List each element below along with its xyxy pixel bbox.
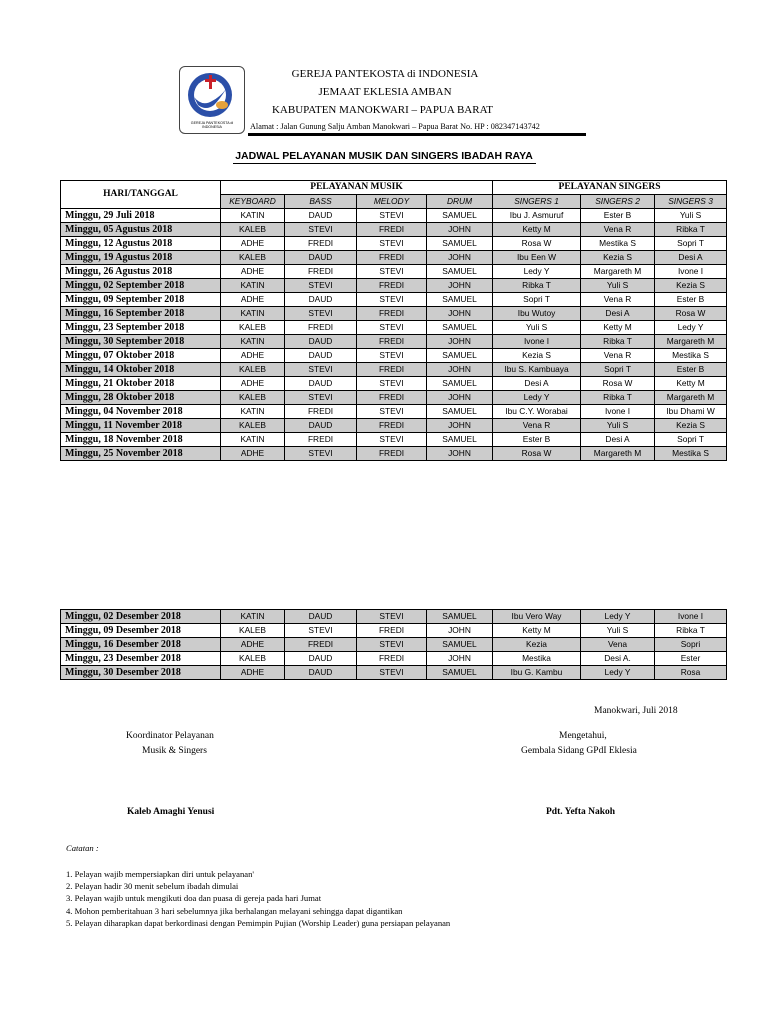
table-cell: Ledy Y — [581, 666, 655, 680]
table-cell: Ivone I — [655, 265, 727, 279]
table-cell: KATIN — [221, 209, 285, 223]
congregation-name: JEMAAT EKLESIA AMBAN — [318, 86, 452, 98]
table-cell: Kezia S — [493, 349, 581, 363]
table-cell: Kezia S — [655, 279, 727, 293]
notes-label: Catatan : — [66, 843, 99, 853]
table-cell: STEVI — [285, 363, 357, 377]
table-cell: STEVI — [285, 223, 357, 237]
table-cell: Ibu Wutoy — [493, 307, 581, 321]
table-cell: KATIN — [221, 610, 285, 624]
table-cell: FREDI — [357, 624, 427, 638]
table-row — [61, 335, 727, 349]
table-cell: Rosa W — [493, 447, 581, 461]
table-cell: FREDI — [285, 433, 357, 447]
table-cell: STEVI — [285, 447, 357, 461]
table-cell: SAMUEL — [427, 405, 493, 419]
table-row — [61, 321, 727, 335]
table-row — [61, 209, 727, 223]
table-cell: KATIN — [221, 405, 285, 419]
letterhead-divider — [248, 133, 586, 136]
table-cell: Ester B — [655, 293, 727, 307]
right-signatory-name: Pdt. Yefta Nakoh — [546, 807, 616, 817]
table-cell: KALEB — [221, 363, 285, 377]
table-cell: KALEB — [221, 223, 285, 237]
table-cell: Mestika S — [581, 237, 655, 251]
date-cell: Minggu, 30 September 2018 — [61, 335, 221, 349]
table-cell: KALEB — [221, 419, 285, 433]
table-cell: STEVI — [285, 307, 357, 321]
table-cell: Ketty M — [655, 377, 727, 391]
table-row — [61, 307, 727, 321]
table-cell: Sopri T — [581, 363, 655, 377]
table-cell: Kezia S — [581, 251, 655, 265]
table-cell: Mestika S — [655, 447, 727, 461]
table-cell: Ivone I — [493, 335, 581, 349]
date-cell: Minggu, 30 Desember 2018 — [61, 666, 221, 680]
left-signatory-name: Kaleb Amaghi Yenusi — [127, 807, 215, 817]
table-cell: STEVI — [357, 433, 427, 447]
table-cell: KALEB — [221, 624, 285, 638]
table-cell: JOHN — [427, 223, 493, 237]
table-cell: Desi A — [493, 377, 581, 391]
december-schedule-table — [60, 609, 727, 680]
table-cell: Rosa W — [655, 307, 727, 321]
table-cell: Ibu S. Kambuaya — [493, 363, 581, 377]
region-name: KABUPATEN MANOKWARI – PAPUA BARAT — [271, 104, 494, 116]
table-cell: Sopri T — [655, 237, 727, 251]
right-role-line-2: Gembala Sidang GPdI Eklesia — [521, 746, 637, 756]
note-item: 4. Mohon pemberitahuan 3 hari sebelumnya jika berhalangan melayani sehingga dapat digantikan — [66, 905, 403, 916]
date-cell: Minggu, 02 Desember 2018 — [61, 610, 221, 624]
table-cell: Ribka T — [581, 391, 655, 405]
table-row — [61, 666, 727, 680]
table-cell: FREDI — [357, 419, 427, 433]
table-cell: Ketty M — [493, 624, 581, 638]
date-cell: Minggu, 16 Desember 2018 — [61, 638, 221, 652]
col-singers-1: SINGERS 1 — [493, 195, 581, 209]
table-cell: ADHE — [221, 349, 285, 363]
table-cell: Sopri T — [655, 433, 727, 447]
table-cell: Vena R — [581, 223, 655, 237]
table-cell: FREDI — [357, 447, 427, 461]
table-row — [61, 377, 727, 391]
table-cell: Ibu C.Y. Worabai — [493, 405, 581, 419]
table-cell: JOHN — [427, 447, 493, 461]
table-cell: STEVI — [357, 293, 427, 307]
table-cell: Rosa W — [581, 377, 655, 391]
table-row — [61, 447, 727, 461]
table-cell: STEVI — [357, 610, 427, 624]
left-role-line-1: Koordinator Pelayanan — [126, 731, 214, 741]
table-cell: Desi A — [581, 307, 655, 321]
table-cell: ADHE — [221, 638, 285, 652]
schedule-table — [60, 180, 727, 461]
table-row — [61, 223, 727, 237]
table-cell: Desi A — [581, 433, 655, 447]
table-cell: Yuli S — [655, 209, 727, 223]
title-underline — [233, 163, 536, 164]
table-cell: JOHN — [427, 363, 493, 377]
table-cell: SAMUEL — [427, 265, 493, 279]
col-keyboard: KEYBOARD — [221, 195, 285, 209]
table-cell: Mestika — [493, 652, 581, 666]
table-row — [61, 610, 727, 624]
table-cell: Ledy Y — [655, 321, 727, 335]
table-cell: JOHN — [427, 279, 493, 293]
logo-caption: GEREJA PANTEKOSTA di INDONESIA — [190, 121, 234, 129]
table-cell: JOHN — [427, 335, 493, 349]
table-cell: Vena R — [581, 293, 655, 307]
table-cell: STEVI — [357, 666, 427, 680]
table-cell: Ribka T — [581, 335, 655, 349]
date-cell: Minggu, 18 November 2018 — [61, 433, 221, 447]
table-cell: SAMUEL — [427, 666, 493, 680]
table-cell: SAMUEL — [427, 377, 493, 391]
table-cell: FREDI — [357, 363, 427, 377]
table-row — [61, 433, 727, 447]
right-role-line-1: Mengetahui, — [559, 731, 607, 741]
table-cell: FREDI — [357, 391, 427, 405]
table-cell: Yuli S — [493, 321, 581, 335]
table-cell: DAUD — [285, 610, 357, 624]
table-cell: DAUD — [285, 293, 357, 307]
table-row — [61, 405, 727, 419]
col-singers-3: SINGERS 3 — [655, 195, 727, 209]
date-cell: Minggu, 09 Desember 2018 — [61, 624, 221, 638]
date-cell: Minggu, 21 Oktober 2018 — [61, 377, 221, 391]
date-cell: Minggu, 25 November 2018 — [61, 447, 221, 461]
table-cell: Ester — [655, 652, 727, 666]
date-cell: Minggu, 28 Oktober 2018 — [61, 391, 221, 405]
table-cell: Kezia — [493, 638, 581, 652]
date-cell: Minggu, 04 November 2018 — [61, 405, 221, 419]
table-cell: DAUD — [285, 666, 357, 680]
table-cell: KATIN — [221, 279, 285, 293]
table-cell: FREDI — [285, 638, 357, 652]
table-cell: STEVI — [357, 237, 427, 251]
table-cell: Ibu G. Kambu — [493, 666, 581, 680]
table-cell: KALEB — [221, 391, 285, 405]
col-singers-2: SINGERS 2 — [581, 195, 655, 209]
table-cell: STEVI — [285, 279, 357, 293]
table-row — [61, 624, 727, 638]
note-item: 5. Pelayan diharapkan dapat berkordinasi dengan Pemimpin Pujian (Worship Leader) guna persiapan pelayanan — [66, 917, 451, 928]
table-cell: STEVI — [357, 349, 427, 363]
table-cell: KATIN — [221, 307, 285, 321]
table-cell: STEVI — [285, 391, 357, 405]
table-cell: ADHE — [221, 293, 285, 307]
table-cell: Vena R — [493, 419, 581, 433]
table-cell: SAMUEL — [427, 638, 493, 652]
table-cell: FREDI — [357, 223, 427, 237]
note-item: 3. Pelayan wajib untuk mengikuti doa dan puasa di gereja pada hari Jumat — [66, 893, 322, 904]
table-cell: Rosa — [655, 666, 727, 680]
table-cell: Ledy Y — [493, 391, 581, 405]
table-cell: Ketty M — [581, 321, 655, 335]
table-cell: ADHE — [221, 447, 285, 461]
col-hari-tanggal: HARI/TANGGAL — [61, 181, 221, 209]
table-cell: ADHE — [221, 265, 285, 279]
table-cell: FREDI — [357, 335, 427, 349]
table-cell: Sopri — [655, 638, 727, 652]
table-cell: DAUD — [285, 251, 357, 265]
date-cell: Minggu, 09 September 2018 — [61, 293, 221, 307]
note-item: 2. Pelayan hadir 30 menit sebelum ibadah dimulai — [66, 881, 239, 892]
table-row — [61, 279, 727, 293]
table-row — [61, 237, 727, 251]
table-cell: DAUD — [285, 335, 357, 349]
table-cell: KALEB — [221, 652, 285, 666]
table-cell: DAUD — [285, 419, 357, 433]
table-row — [61, 251, 727, 265]
page-title: JADWAL PELAYANAN MUSIK DAN SINGERS IBADAH RAYA — [235, 150, 533, 162]
table-cell: SAMUEL — [427, 321, 493, 335]
table-cell: SAMUEL — [427, 209, 493, 223]
table-cell: FREDI — [357, 307, 427, 321]
table-cell: DAUD — [285, 209, 357, 223]
col-drum: DRUM — [427, 195, 493, 209]
table-cell: Margareth M — [655, 391, 727, 405]
table-cell: JOHN — [427, 307, 493, 321]
table-row — [61, 391, 727, 405]
date-cell: Minggu, 07 Oktober 2018 — [61, 349, 221, 363]
date-cell: Minggu, 12 Agustus 2018 — [61, 237, 221, 251]
date-cell: Minggu, 29 Juli 2018 — [61, 209, 221, 223]
left-role-line-2: Musik & Singers — [142, 746, 207, 756]
date-cell: Minggu, 02 September 2018 — [61, 279, 221, 293]
table-row — [61, 638, 727, 652]
table-cell: FREDI — [357, 251, 427, 265]
table-cell: JOHN — [427, 391, 493, 405]
table-cell: JOHN — [427, 652, 493, 666]
place-date: Manokwari, Juli 2018 — [594, 706, 678, 716]
table-cell: Margareth M — [581, 265, 655, 279]
table-cell: DAUD — [285, 652, 357, 666]
table-cell: Ester B — [493, 433, 581, 447]
table-cell: Ester B — [581, 209, 655, 223]
table-cell: FREDI — [357, 652, 427, 666]
table-row — [61, 293, 727, 307]
table-cell: ADHE — [221, 237, 285, 251]
table-cell: Yuli S — [581, 419, 655, 433]
table-cell: Yuli S — [581, 279, 655, 293]
table-cell: SAMUEL — [427, 349, 493, 363]
table-cell: STEVI — [357, 209, 427, 223]
table-cell: Sopri T — [493, 293, 581, 307]
table-row — [61, 363, 727, 377]
table-cell: ADHE — [221, 666, 285, 680]
church-logo — [179, 66, 245, 134]
org-name: GEREJA PANTEKOSTA di INDONESIA — [291, 68, 479, 80]
table-cell: Ibu Dhami W — [655, 405, 727, 419]
date-cell: Minggu, 23 September 2018 — [61, 321, 221, 335]
table-cell: FREDI — [285, 321, 357, 335]
table-cell: KATIN — [221, 335, 285, 349]
table-cell: FREDI — [357, 279, 427, 293]
table-cell: Ivone I — [581, 405, 655, 419]
table-cell: SAMUEL — [427, 293, 493, 307]
address-line: Alamat : Jalan Gunung Salju Amban Manokwari – Papua Barat No. HP : 082347143742 — [250, 122, 540, 131]
col-group-musik: PELAYANAN MUSIK — [221, 181, 493, 195]
table-cell: STEVI — [357, 405, 427, 419]
table-cell: Desi A. — [581, 652, 655, 666]
table-cell: Ledy Y — [581, 610, 655, 624]
table-cell: Desi A — [655, 251, 727, 265]
table-cell: Yuli S — [581, 624, 655, 638]
table-cell: Ivone I — [655, 610, 727, 624]
table-cell: SAMUEL — [427, 433, 493, 447]
table-cell: Rosa W — [493, 237, 581, 251]
table-cell: STEVI — [285, 624, 357, 638]
table-row — [61, 419, 727, 433]
table-cell: DAUD — [285, 377, 357, 391]
table-cell: KALEB — [221, 321, 285, 335]
table-row — [61, 349, 727, 363]
col-melody: MELODY — [357, 195, 427, 209]
table-cell: JOHN — [427, 419, 493, 433]
table-cell: Ibu J. Asmuruf — [493, 209, 581, 223]
col-bass: BASS — [285, 195, 357, 209]
table-cell: STEVI — [357, 377, 427, 391]
table-cell: Mestika S — [655, 349, 727, 363]
table-cell: Ribka T — [493, 279, 581, 293]
table-cell: KALEB — [221, 251, 285, 265]
date-cell: Minggu, 26 Agustus 2018 — [61, 265, 221, 279]
notes-list — [66, 868, 450, 929]
note-item: 1. Pelayan wajib mempersiapkan diri untuk pelayanan' — [66, 869, 254, 879]
table-cell: STEVI — [357, 321, 427, 335]
table-cell: FREDI — [285, 405, 357, 419]
table-cell: STEVI — [357, 638, 427, 652]
table-cell: Ketty M — [493, 223, 581, 237]
table-cell: Vena — [581, 638, 655, 652]
table-cell: Ribka T — [655, 223, 727, 237]
table-cell: Margareth M — [655, 335, 727, 349]
table-cell: Ibu Een W — [493, 251, 581, 265]
date-cell: Minggu, 23 Desember 2018 — [61, 652, 221, 666]
table-cell: JOHN — [427, 624, 493, 638]
table-cell: FREDI — [285, 237, 357, 251]
table-cell: SAMUEL — [427, 237, 493, 251]
table-cell: Vena R — [581, 349, 655, 363]
table-cell: Ibu Vero Way — [493, 610, 581, 624]
table-row — [61, 652, 727, 666]
col-group-singers: PELAYANAN SINGERS — [493, 181, 727, 195]
table-cell: Kezia S — [655, 419, 727, 433]
table-cell: Ribka T — [655, 624, 727, 638]
table-cell: Margareth M — [581, 447, 655, 461]
table-row — [61, 265, 727, 279]
table-cell: Ester B — [655, 363, 727, 377]
table-cell: ADHE — [221, 377, 285, 391]
table-cell: DAUD — [285, 349, 357, 363]
date-cell: Minggu, 11 November 2018 — [61, 419, 221, 433]
date-cell: Minggu, 05 Agustus 2018 — [61, 223, 221, 237]
table-cell: STEVI — [357, 265, 427, 279]
table-cell: KATIN — [221, 433, 285, 447]
date-cell: Minggu, 16 September 2018 — [61, 307, 221, 321]
table-cell: FREDI — [285, 265, 357, 279]
date-cell: Minggu, 14 Oktober 2018 — [61, 363, 221, 377]
table-cell: JOHN — [427, 251, 493, 265]
table-cell: Ledy Y — [493, 265, 581, 279]
table-cell: SAMUEL — [427, 610, 493, 624]
date-cell: Minggu, 19 Agustus 2018 — [61, 251, 221, 265]
